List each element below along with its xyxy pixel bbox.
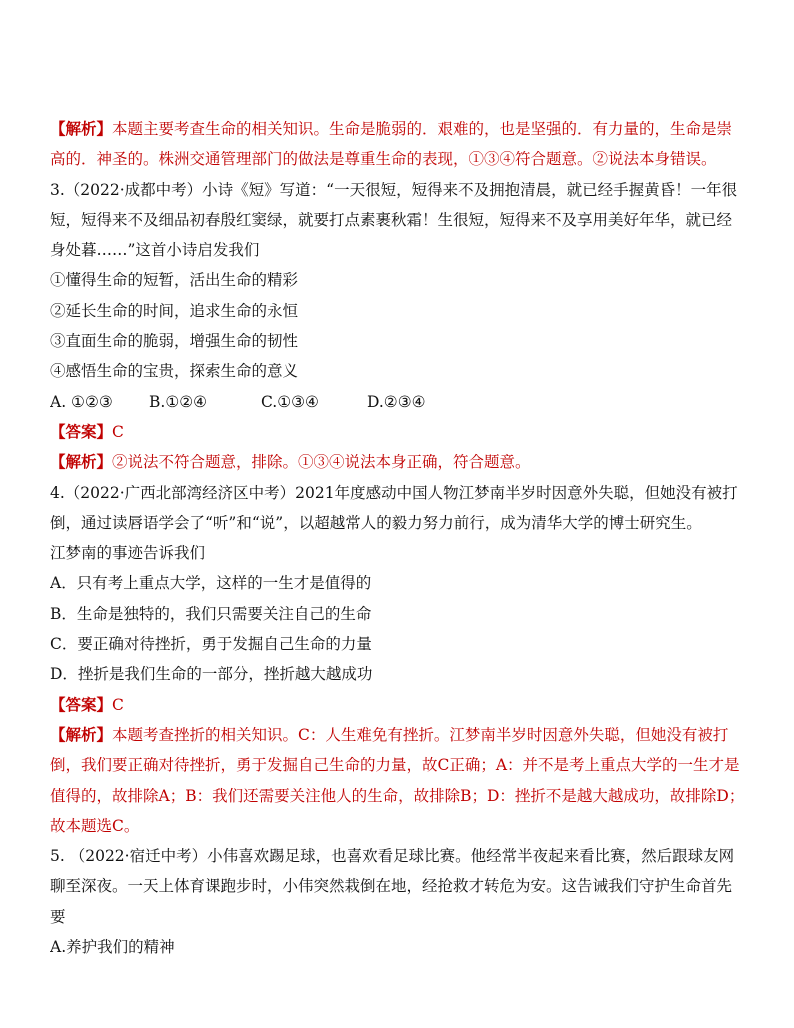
q4-stem-line-2: 倒，通过读唇语学会了“听”和“说”，以超越常人的毅力努力前行，成为清华大学的博士研究生。 [50,513,702,532]
q4-stem-line-3: 江梦南的事迹告诉我们 [50,544,206,563]
q5-option-a: A.养护我们的精神 [50,938,175,957]
q3-option-d: D.②③④ [367,392,426,411]
q3-stem-line-1: 3.（2022·成都中考）小诗《短》写道：“一天很短，短得来不及拥抱清晨，就已经手握黄昏！一年很 [50,180,738,199]
q4-option-b: B．生命是独特的，我们只需要关注自己的生命 [50,604,372,623]
q5-stem-line-2: 聊至深夜。一天上体育课跑步时，小伟突然栽倒在地，经抢救才转危为安。这告诫我们守护生命首先 [50,877,733,896]
q2-analysis-line-2: 高的．神圣的。株洲交通管理部门的做法是尊重生命的表现，①③④符合题意。②说法本身错误。 [50,150,717,169]
q3-answer-value: C [112,422,124,441]
q3-analysis: 【解析】②说法不符合题意，排除。①③④说法本身正确，符合题意。 [50,452,531,472]
q4-answer [50,690,744,720]
q4-analysis-line-4: 故本题选C。 [50,816,140,835]
q3-option-b: B.①②④ [149,392,208,411]
q3-statement-3: ③直面生命的脆弱，增强生命的韧性 [50,332,299,351]
analysis-tag: 【解析】 [50,119,113,138]
q3-stem-line-2: 短，短得来不及细品初春殷红窦绿，就要打点素裹秋霜！生很短，短得来不及享用美好年华，就已经 [50,210,733,229]
q3-statement-1: ①懂得生命的短暂，活出生命的精彩 [50,271,299,290]
q4-analysis-line-3: 值得的，故排除A；B：我们还需要关注他人的生命，故排除B；D：挫折不是越大越成功，故排除D； [50,786,744,805]
answer-tag: 【答案】 [50,694,113,714]
document-page [50,114,744,962]
q4-analysis-line-1: 【解析】本题考查挫折的相关知识。C：人生难免有挫折。江梦南半岁时因意外失聪，但她没有被打 [50,724,729,744]
answer-tag: 【答案】 [50,421,113,441]
q3-options [50,387,744,417]
q4-stem-line-1: 4.（2022·广西北部湾经济区中考）2021年度感动中国人物江梦南半岁时因意外失聪，但她没有被打 [50,483,738,502]
q3-statement-4: ④感悟生命的宝贵，探索生命的意义 [50,362,299,381]
q5-stem-line-1: 5. （2022·宿迁中考）小伟喜欢踢足球，也喜欢看足球比赛。他经常半夜起来看比赛，然后跟球友网 [50,847,735,866]
analysis-tag: 【解析】 [50,724,113,744]
q4-analysis-line-2: 倒，我们要正确对待挫折，勇于发掘自己生命的力量，故C正确；A：并不是考上重点大学的一生才是 [50,756,740,775]
q4-answer-value: C [112,695,124,714]
q4-option-d: D．挫折是我们生命的一部分，挫折越大越成功 [50,665,373,684]
q4-option-a: A．只有考上重点大学，这样的一生才是值得的 [50,574,372,593]
q3-option-c: C.①③④ [261,392,319,411]
analysis-tag: 【解析】 [50,452,113,472]
q3-answer [50,417,744,447]
q3-stem-line-3: 身处暮……”这首小诗启发我们 [50,241,260,260]
q4-option-c: C．要正确对待挫折，勇于发掘自己生命的力量 [50,635,372,654]
q3-option-a: A. ①②③ [50,392,113,411]
q5-stem-line-3: 要 [50,907,66,926]
q3-statement-2: ②延长生命的时间，追求生命的永恒 [50,301,299,320]
q2-analysis-line-1: 【解析】本题主要考查生命的相关知识。生命是脆弱的．艰难的，也是坚强的．有力量的，生命是崇 [50,119,733,138]
